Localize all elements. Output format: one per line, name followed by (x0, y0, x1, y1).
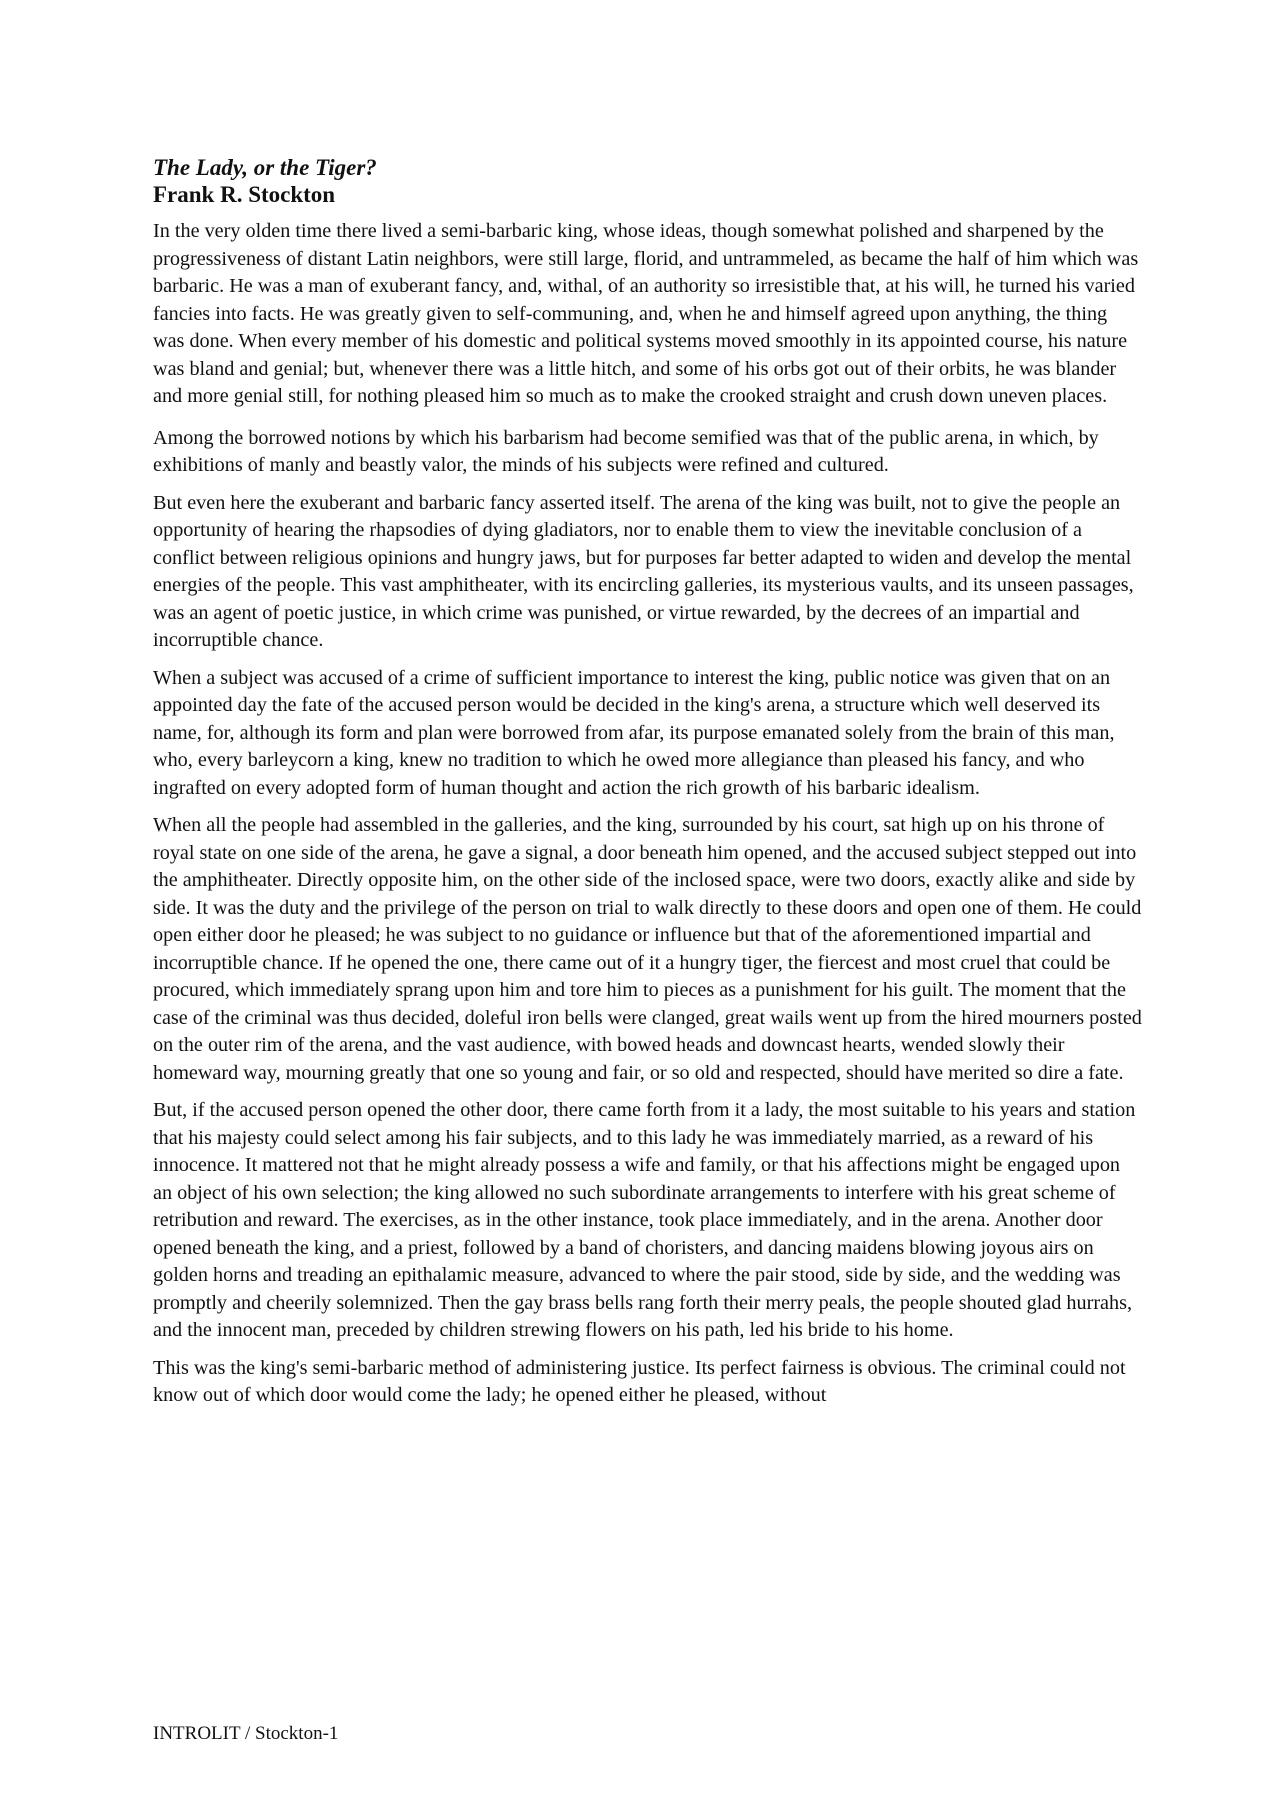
story-author: Frank R. Stockton (153, 182, 336, 207)
document-page (153, 154, 1143, 1420)
paragraph-6: But, if the accused person opened the other door, there came forth from it a lady, the most suitable to his years and station that his majesty could select among his fair subjects, and to this lady he was immediately married, as a reward of his innocence. It mattered not that he might already possess a wife and family, or that his affections might be engaged upon an object of his own selection; the king allowed no such subordinate arrangements to interfere with his great scheme of retribution and reward. The exercises, as in the other instance, took place immediately, and in the arena. Another door opened beneath the king, and a priest, followed by a band of choristers, and dancing maidens blowing joyous airs on golden horns and treading an epithalamic measure, advanced to where the pair stood, side by side, and the wedding was promptly and cheerily solemnized. Then the gay brass bells rang forth their merry peals, the people shouted glad hurrahs, and the innocent man, preceded by children strewing flowers on his path, led his bride to his home. (153, 1099, 1136, 1341)
paragraph-4: When a subject was accused of a crime of sufficient importance to interest the king, public notice was given that on an appointed day the fate of the accused person would be decided in the king's arena, a structure which well deserved its name, for, although its form and plan were borrowed from afar, its purpose emanated solely from the brain of this man, who, every barleycorn a king, knew no tradition to which he owed more allegiance than pleased his fancy, and who ingrafted on every adopted form of human thought and action the rich growth of his barbaric idealism. (153, 666, 1115, 799)
paragraph-2: Among the borrowed notions by which his barbarism had become semified was that of the public arena, in which, by exhibitions of manly and beastly valor, the minds of his subjects were refined and cultured. (153, 426, 1099, 476)
story-title: The Lady, or the Tiger? (153, 155, 377, 180)
page-footer: INTROLIT / Stockton-1 (153, 1723, 339, 1744)
paragraph-7: This was the king's semi-barbaric method of administering justice. Its perfect fairness is obvious. The criminal could not know out of which door would come the lady; he opened either he pleased, without (153, 1356, 1126, 1406)
paragraph-5: When all the people had assembled in the galleries, and the king, surrounded by his court, sat high up on his throne of royal state on one side of the arena, he gave a signal, a door beneath him opened, and the accused subject stepped out into the amphitheater. Directly opposite him, on the other side of the inclosed space, were two doors, exactly alike and side by side. It was the duty and the privilege of the person on trial to walk directly to these doors and open one of them. He could open either door he pleased; he was subject to no guidance or influence but that of the aforementioned impartial and incorruptible chance. If he opened the one, there came out of it a hungry tiger, the fiercest and most cruel that could be procured, which immediately sprang upon him and tore him to pieces as a punishment for his guilt. The moment that the case of the criminal was thus decided, doleful iron bells were clanged, great wails went up from the hired mourners posted on the outer rim of the arena, and the vast audience, with bowed heads and downcast hearts, wended slowly their homeward way, mourning greatly that one so young and fair, or so old and respected, should have merited so dire a fate. (153, 814, 1142, 1084)
paragraph-3: But even here the exuberant and barbaric fancy asserted itself. The arena of the king was built, not to give the people an opportunity of hearing the rhapsodies of dying gladiators, nor to enable them to view the inevitable conclusion of a conflict between religious opinions and hungry jaws, but for purposes far better adapted to widen and develop the mental energies of the people. This vast amphitheater, with its encircling galleries, its mysterious vaults, and its unseen passages, was an agent of poetic justice, in which crime was punished, or virtue rewarded, by the decrees of an impartial and incorruptible chance. (153, 491, 1134, 651)
paragraph-1: In the very olden time there lived a semi-barbaric king, whose ideas, though somewhat polished and sharpened by the progressiveness of distant Latin neighbors, were still large, florid, and untrammeled, as became the half of him which was barbaric. He was a man of exuberant fancy, and, withal, of an authority so irresistible that, at his will, he turned his varied fancies into facts. He was greatly given to self-communing, and, when he and himself agreed upon anything, the thing was done. When every member of his domestic and political systems moved smoothly in its appointed course, his nature was bland and genial; but, whenever there was a little hitch, and some of his orbs got out of their orbits, he was blander and more genial still, for nothing pleased him so much as to make the crooked straight and crush down uneven places. (153, 220, 1139, 407)
